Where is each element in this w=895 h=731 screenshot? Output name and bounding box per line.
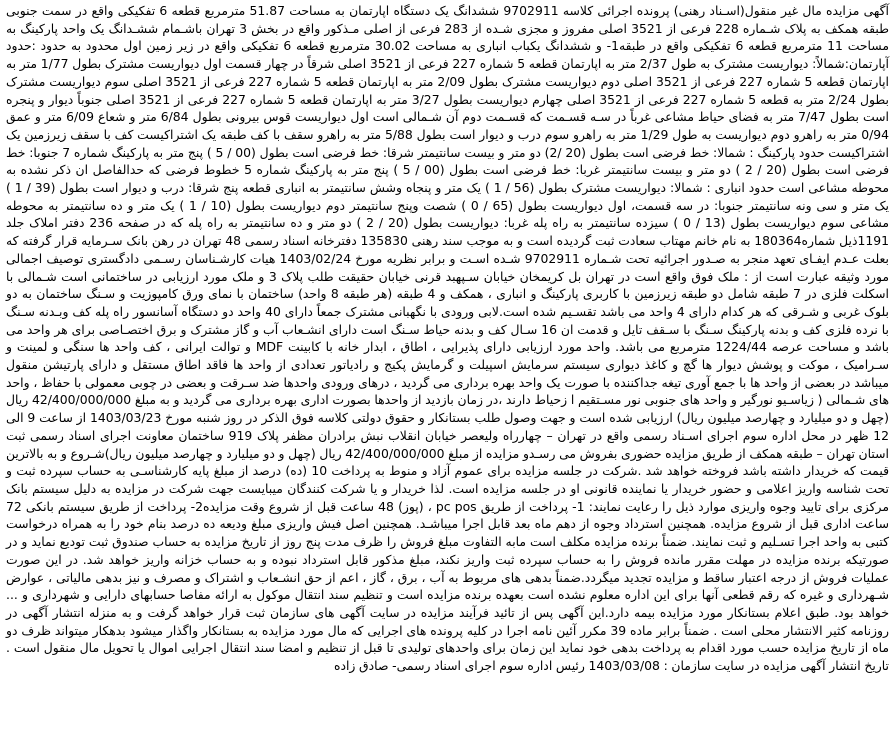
auction-notice-text: آگهی مزایده مال غیر منقول(اسـناد رهنی) پرونده اجرائی کلاسه 9702911 ششدانگ یک دستگاه اپارتمان به مساحت 51.87 مترمربع قطعه 6 تفکیکی واقع در سمت جنوبی طبقه همکف به پلاک شـماره 228 فرعی از 3521 اصلی مفروز و مجزی شـده از 283 فرعی از اصلی مـذکور واقع در بخش 3 تهران باشـمام ششـدانگ یک واحد پارکینگ به مساحت 11 مترمربع قطعه 6 تفکیکی واقع در طبقه1- و ششدانگ یکباب انباری به مساحت 30.02 مترمربع قطعه 6 تفکیکی واقع در زیر زمین اول محدود به حدود :حدود آپارتمان:شمالاً: دیواریست مشترک به طول 2/37 متر به اپارتمان قطعه 5 شماره 227 فرعی از 3521 اصلی شرقاً در چهار قسمت اول دیواریست مشترک بطول 1/77 متر به اپارتمان قطعه 5 شماره 227 فرعی از 3521 اصلی دوم دیواریست مشترک بطول 2/09 متر به اپارتمان قطعه 5 شماره 227 فرعی از 3521 اصلی سوم دیواریست مشترک بطول 2/24 متر به قطعه 5 شماره 227 فرعی از 3521 اصلی چهارم دیواریست بطول 3/27 متر به اپارتمان قطعه 5 شماره 227 فرعی از 3521 اصلی جنوباً دیوار و پنجره است بطول 7/47 متر به فضای حیاط مشاعی غرباً در سـه قسـمت که قسـمت دوم آن شـمالی است اول دیواریست قوس بیرونی بطول 6/84 متر و شعاع 6/09 متر و عمق 0/94 متر به راهرو دوم دیواریست به طول 1/29 متر به راهرو سوم درب و دیوار است بطول 5/88 متر به راهرو سقف با کف طبقه یک اشتراکیست کف با سقف زیرزمین یک اشتراکیست حدود پارکینگ : شمالا: خط فرضی است بطول (20 /2) دو متر و بیست سانتیمتر شرقا: خط فرضی است بطول (00 / 5 ) پنج متر به پارکینگ شماره 7 جنوبا: خط فرضی است بطول (20 / 2 ) دو متر و بیست سانتیمتر غربا: خط فرضی است بطول (00 / 5 ) پنج متر به پارکینگ شماره 5 خطوط فرضی که حدالفاصل ان ذکر نشده به محوطه مشاعی است حدود انباری : شمالا: دیواریست مشترک بطول (56 / 1 ) یک متر و پنجاه وشش سانتیمتر به انباری قطعه پنج شرقا: درب و دیوار است بطول (39 / 1 ) یک متر و سی ونه سانتیمتر جنوبا: در سه قسمت، اول دیواریست بطول (65 / 0 ) شصت وپنج سانتیمتر دوم دیواریست بطول (10 / 1 ) یک متر و ده سانتیمتر به محوطه مشاعی سوم دیواریست بطول (13 / 0 ) سیزده سانتیمتر به راه پله غربا: دیواریست بطول (20 / 2 ) دو متر و ده سانتیمتر به راه پله که در صفحه 236 دفتر املاک جلد 1191ذیل شماره180364 به نام خانم مهتاب سعادت ثبت گردیده است و به موجب سند رهنی 135830 دفترخانه اسناد رسمی 48 تهران در رهن بانک سـرمایه قرار گرفته که بعلت عـدم ایفـای تعهد منجر به صـدور اجرائیه تحت شـماره 9702911 شـده اسـت و برابر نظریه مورخ 1403/02/24 هیات کارشـناسان رسـمی دادگستری توصیف اجمالی مورد وثیقه عبارت است از : ملک فوق واقع است در تهران بل کریمخان خیابان سـپهبد قرنی خیابان حقیقت طلب پلاک 3 و ملک مورد ارزیابی در ساختمانی است شـمالی با اسکلت فلزی در 7 طبقه شامل دو طبقه زیرزمین با کاربری پارکینگ و انباری ، همکف و 4 طبقه (هر طبقه 8 واحد) ساختمان با نمای ورق کامپوزیت و سـنگ ساختمان به دو بلوک غربی و شـرقی که هر کدام دارای 4 واحد می باشد تقسـیم شده است.لابی ورودی با نگهبانی مشترک جمعاً دارای 40 واحد دو دستگاه آسانسور راه پله کف وبـدنه سـنگ با نرده فلزی کف و بدنه پارکینگ سـنگ با سـقف تایل و قدمت ان 16 سـال کف و بدنه حیاط سـنگ است دارای انشـعاب آب و گاز مشترک و برق اختصـاصی برای هر واحد می باشد و مساحت عرصه 1224/44 مترمربع می باشد. واحد مورد ارزیابی دارای پذیرایی ، اطاق ، ابدار خانه با کابینت MDF و توالت ایرانی ، کف واحد ها سنگی و لمینت و سـرامیک ، موکت و پوشش دیوار ها گچ و کاغذ دیواری سیستم سرمایش اسپیلت و گرمایش پکیج و رادیاتور تعدادی از واحد ها فاقد اطاق مستقل و دارای پارتیشن منقول میباشد در بعضی از واحد ها با جمع آوری تیغه جداکننده با صورت یک واحد بهره برداری می گردید ، درهای ورودی واحدها ضد سـرقت و بعضی در چوبی معمولی با حفاظ ، واحد های شـمالی ( زیاسـیو نورگیر و واحد های جنوبی نور مسـتقیم ا زحیاط دارند ،در زمان بازدید از واحدها بصورت اداری بهره برداری می گردید و به مبلغ 42/400/000/000 ریال (چهل و دو میلیارد و چهارصد میلیون ریال) ارزیابی شده است و جهت وصول طلب بستانکار و حقوق دولتی کلاسه فوق الذکر در روز شنبه مورخ 1403/03/23 از ساعت 9 الی 12 ظهر در محل اداره سوم اجرای اسـناد رسمی واقع در تهران – چهارراه ولیعصر خیابان انقلاب نبش برادران مظفر پلاک 919 ساختمان معاونت اجرای اسناد رسمی ثبت استان تهران – طبقه همکف از طریق مزایده حضوری بفروش می رسـدو مزایده از مبلغ 42/400/000/000 ریال (چهل و دو میلیارد و چهارصد میلیون ریال)شـروع و به بالاترین قیمت که خریدار داشته باشد فروخته خواهد شد .شرکت در جلسه مزایده برای عموم آزاد و منوط به پرداخت 10 (ده) درصد از مبلغ پایه کارشناسـی به حساب سپرده ثبت و تحت شناسه واریز اعلامی و حضور خریدار یا نماینده قانونی او در جلسه مزایده است. لذا خریدار و یا شرکت کنندگان میبایست جهت شرکت در مزایده به دلیل سیستم بانک مرکزی برای تایید وجوه واریزی موارد ذیل را رعایت نمایند: 1- پرداخت از طریق pc pos ، (پوز) 48 ساعت قبل از شروع وقت مزایده2- پرداخت از طریق سیستم بانکی 72 ساعت اداری قبل از شروع مزایده. همچنین استرداد وجوه از دهم ماه بعد قابل اجرا میباشـد. همچنین اصل فیش واریزی مبلغ ودیعه ده درصد بنام خود را به همراه درخواست کتبی به واحد اجرا تسـلیم و ثبت نمایند. ضمناً برنده مزایده مکلف است مابه التفاوت مبلغ فروش را ظرف مدت پنج روز از تاریخ مزایده به حساب صندوق ثبت تودیع نماید و در صورتیکه برنده مزایده در مهلت مقرر مانده فروش را به حساب سپرده ثبت واریز نکند، مبلغ مذکور قابل استرداد نبوده و به حساب خزانه واریز خواهد شد. در این صورت عملیات فروش از درجه اعتبار ساقط و مزایده تجدید میگردد.ضمناً بدهی های مربوط به آب ، برق ، گاز ، اعم از حق انشـعاب و اشتراک و مصرف و نیز بدهی مالیاتی ، عوارض شـهرداری و غیره که رقم قطعی آنها برای این اداره معلوم نشده است بعهده برنده مزایده است و تنظیم سند انتقال موکول به ارائه مفاصا حسابهای دارایی و شهرداری و ... خواهد بود. طبق اعلام بستانکار مورد مزایده بیمه دارد.این آگهی پس از تائید فرآیند مزایده در سایت آگهی های سازمان ثبت قرار خواهد گرفت و به منزله انتشار آگهی در روزنامه کثیر الانتشار محلی است . ضمناً برابر ماده 39 مکرر آئین نامه اجرا در کلیه پرونده های اجرایی که مال مورد مزایده به بستانکار واگذار میشود بدهکار میتواند ظرف دو ماه از تاریخ مزایده حسب مورد اقدام به پرداخت بدهی خود نماید این زمان برای واحدهای تولیدی تا قبل از تنظیم و امضا سند انتقال اجرایی اموال یا تحویل مال منقول است . تاریخ انتشار آگهی مزایده در سایت سازمان : 1403/03/08 رئیس اداره سوم اجرای اسناد رسمی- صادق زاده xyxy=(6,3,890,674)
auction-notice xyxy=(6,2,889,729)
